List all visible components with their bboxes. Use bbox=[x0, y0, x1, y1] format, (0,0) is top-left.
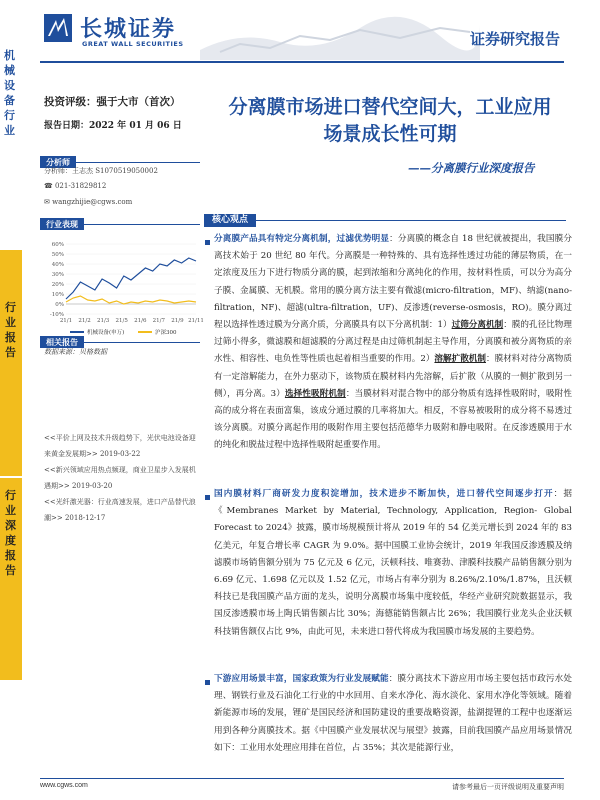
footer-website[interactable]: www.cgws.com bbox=[40, 782, 88, 789]
strip-char: 报 bbox=[5, 549, 16, 562]
strip-char: 行 bbox=[5, 489, 16, 502]
report-category-label bbox=[5, 300, 17, 360]
great-wall-background-icon bbox=[200, 0, 480, 60]
paragraph-downstream-applications: 下游应用场景丰富，国家政策为行业发展赋能：膜分离技术下游应用市场主要包括市政污水处理、钢铁行业及石油化工行业的中水回用、自来水净化、海水淡化、家用水净化等领域。随着新能源市场的发展，锂矿是国民经济和国防建设的重要战略资源，盐湖提锂的工程中也逐渐运用到各种分离膜技术。据《中国膜产业发展状况与展望》披露，目前我国膜产品应用场景情况如下：工业用水处理应用排在首位，占 35%；其次是能源行业， bbox=[214, 674, 572, 753]
strip-char: 业 bbox=[5, 316, 16, 329]
phone-icon: ☎ bbox=[44, 182, 55, 190]
related-section-header: 相关报告 bbox=[40, 330, 200, 343]
y-tick-label: 40% bbox=[51, 262, 64, 268]
y-tick-label: 60% bbox=[51, 242, 64, 248]
x-tick-label: 21/2 bbox=[78, 318, 91, 324]
header-divider bbox=[40, 61, 564, 63]
strip-char: 告 bbox=[5, 564, 16, 577]
x-tick-label: 21/9 bbox=[171, 318, 184, 324]
strip-char: 机 bbox=[4, 49, 15, 62]
data-source-note: 数据来源：贝格数据 bbox=[44, 348, 107, 356]
y-tick-label: 30% bbox=[51, 272, 64, 278]
x-tick-label: 21/6 bbox=[134, 318, 147, 324]
email-icon: ✉ bbox=[44, 198, 53, 206]
report-type-label: 证券研究报告 bbox=[469, 30, 560, 48]
bullet-icon bbox=[205, 495, 210, 500]
legend-label: 沪深300 bbox=[155, 330, 177, 336]
strip-divider bbox=[0, 476, 22, 478]
related-report-link[interactable]: <<光纤激光器：行业高速发展，进口产品替代浪潮>> 2018-12-17 bbox=[44, 498, 196, 522]
page-header bbox=[0, 0, 600, 62]
investment-rating: 投资评级：强于大市（首次） bbox=[44, 96, 181, 108]
x-tick-label: 21/1 bbox=[59, 318, 73, 324]
series-line-1 bbox=[66, 296, 196, 304]
legend-label: 机械设备(申万) bbox=[87, 330, 125, 336]
core-views-header: 核心观点 bbox=[204, 207, 566, 221]
analyst-phone: ☎ 021-31829812 bbox=[44, 182, 107, 190]
report-title: 分离膜市场进口替代空间大，工业应用 场景成长性可期 bbox=[228, 96, 552, 145]
strip-char: 报 bbox=[5, 331, 16, 344]
x-tick-label: 21/11 bbox=[188, 318, 204, 324]
bullet-icon bbox=[205, 240, 210, 245]
industry-vertical-label bbox=[4, 48, 18, 138]
report-subcategory-label bbox=[5, 488, 17, 578]
market-section-header: 行业表现 bbox=[40, 212, 200, 225]
paragraph-separation-mechanism: 分离膜产品具有特定分离机制，过滤优势明显：分离膜的概念自 18 世纪就被提出，我国膜分离技术始于 20 世纪 80 年代。分离膜是一种特殊的、具有选择性透过功能的薄层物质，在一定浓度及压力下进行物质分离的膜，起到浓缩和分离纯化的作用，按材料性质，可以分为高分子膜、金属膜、无机膜。常用的膜分离方法主要有微滤(micro-filtration，MF)、纳滤(nano-filtration，NF)、超滤(ultra-filtration，UF)、反渗透(reverse-osmosis，RO)。膜分离过程以选择性透过膜为分离介质，分离膜具有以下分离机制：1）过筛分离机制：膜的孔径比物理过筛小得多，微滤膜和超滤膜的分离过程是由过筛机制起主导作用，分离膜和被分离物质的亲水性、相容性、电负性等性质也起着相当重要的作用。2）溶解扩散机制：膜材料对待分离物质有一定溶解能力，在外力驱动下，该物质在膜材料内先溶解，后扩散（从膜的一侧扩散到另一侧），再分离。3）选择性吸附机制：当膜材料对混合物中的部分物质有选择性吸附时，吸附性高的成分将在表面富集，该成分通过膜的几率将加大。相反，不容易被吸附的成分将不易透过该分离膜。对膜分离起作用的吸附作用主要包括范德华力吸附和静电吸附。在反渗透膜用于水的纯化和脱盐过程中选择性吸附起重要作用。 bbox=[214, 234, 572, 451]
paragraph-import-substitution: 国内膜材料厂商研发力度积淀增加，技术进步不断加快，进口替代空间逐步打开：据《Membranes Market by Material, Technology, Application, Region- Global Forecast to 2024》披露，膜市场规模预计将从 2019 年的 54 亿美元增长到 2024 年的 83 亿美元，年复合增长率 CAGR 为 9.0%。据中国膜工业协会统计，2019 年我国反渗透膜及纳滤膜市场销售额分别为 75 亿元及 6 亿元，沃顿科技、唯赛勃、津膜科技膜产品销售额分别为 6.69 亿元、1.698 亿元以及 1.52 亿元，市场占有率分别为 8.26%/2.10%/1.87%，且沃顿科技已是我国膜产品方面的龙头，说明分离膜市场集中度较低，华经产业研究院数据显示，我国反渗透膜市场上陶氏销售额占比 30%；海德能销售额占比 26%；我国膜行业龙头企业沃顿科技销售额仅占比 9%，由此可见，未来进口替代将成为我国膜市场发展的主要趋势。 bbox=[214, 489, 572, 637]
x-tick-label: 21/7 bbox=[152, 318, 166, 324]
related-report-link[interactable]: <<平价上网及技术升级趋势下，光伏电池设备迎来黄金发展期>> 2019-03-22 bbox=[44, 434, 196, 458]
strip-char: 备 bbox=[4, 94, 15, 107]
strip-char: 械 bbox=[4, 64, 15, 77]
y-tick-label: 50% bbox=[51, 252, 64, 258]
strip-char: 行 bbox=[4, 109, 15, 122]
analyst-email[interactable]: ✉ wangzhijie@cgws.com bbox=[44, 198, 133, 206]
industry-performance-chart bbox=[40, 236, 204, 340]
footer-divider bbox=[40, 778, 564, 779]
analyst-section-header: 分析师 bbox=[40, 150, 200, 163]
y-tick-label: -10% bbox=[49, 312, 64, 318]
analyst-name: 分析师：王志杰 S1070519050002 bbox=[44, 167, 158, 175]
strip-char: 业 bbox=[5, 504, 16, 517]
y-tick-label: 10% bbox=[51, 292, 64, 298]
strip-char: 设 bbox=[4, 79, 15, 92]
strip-char: 深 bbox=[5, 519, 16, 532]
strip-char: 告 bbox=[5, 346, 16, 359]
strip-char: 度 bbox=[5, 534, 16, 547]
y-tick-label: 20% bbox=[51, 282, 64, 288]
strip-char: 行 bbox=[5, 301, 16, 314]
great-wall-logo-icon bbox=[44, 14, 72, 42]
y-tick-label: 0% bbox=[55, 302, 64, 308]
report-subtitle: ——分离膜行业深度报告 bbox=[408, 161, 535, 175]
x-tick-label: 21/5 bbox=[115, 318, 128, 324]
x-tick-label: 21/3 bbox=[96, 318, 110, 324]
logo-text-en: GREAT WALL SECURITIES bbox=[82, 40, 184, 48]
bullet-icon bbox=[205, 680, 210, 685]
footer-disclaimer: 请参考最后一页评级说明及重要声明 bbox=[452, 783, 564, 791]
logo-text: 长城证券 bbox=[80, 17, 177, 42]
report-date: 报告日期：2022 年 01 月 06 日 bbox=[44, 121, 182, 131]
related-report-link[interactable]: <<新兴领域应用热点频现，商业卫星步入发展机遇期>> 2019-03-20 bbox=[44, 466, 196, 490]
strip-char: 业 bbox=[4, 124, 15, 137]
